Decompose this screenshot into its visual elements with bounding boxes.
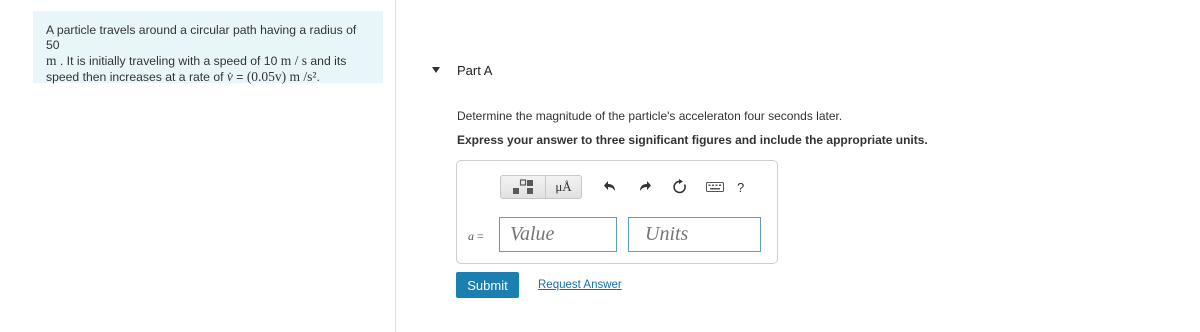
templates-icon [512, 179, 534, 195]
submit-button[interactable]: Submit [456, 272, 519, 298]
question-text: Determine the magnitude of the particle's acceleraton four seconds later. [457, 109, 843, 123]
undo-icon[interactable] [600, 177, 620, 197]
problem-text-1: A particle travels around a circular path having a radius of 50 [46, 23, 357, 52]
problem-text-4: speed then increases at a rate of [46, 70, 224, 84]
part-a-header[interactable] [432, 62, 492, 78]
unit-speed: m / s [280, 53, 308, 68]
help-button[interactable]: ? [737, 179, 745, 195]
problem-text-3: and its [310, 54, 347, 68]
unit-meter: m [46, 53, 57, 68]
units-input[interactable]: Units [628, 217, 761, 252]
rate-expression: (0.05v) m /s² [246, 69, 317, 84]
units-button[interactable]: μÅ [546, 175, 582, 199]
instruction-text: Express your answer to three significant figures and include the appropriate units. [457, 133, 928, 147]
collapse-caret-icon[interactable] [432, 67, 440, 73]
value-input[interactable]: Value [499, 217, 617, 252]
answer-panel [456, 160, 778, 264]
redo-icon[interactable] [635, 177, 655, 197]
math-toolbar [500, 174, 744, 200]
request-answer-link[interactable]: Request Answer [538, 279, 622, 291]
vdot-symbol: v̇ [226, 69, 233, 84]
keyboard-icon[interactable] [705, 177, 725, 197]
panel-divider [395, 0, 396, 332]
equals-sign: = [236, 70, 244, 84]
problem-statement [33, 11, 383, 83]
problem-text-2: . It is initially traveling with a speed of 10 [59, 54, 278, 68]
problem-end: . [316, 70, 320, 84]
reset-icon[interactable] [670, 177, 690, 197]
variable-label: a = [468, 229, 484, 243]
part-title: Part A [457, 62, 493, 78]
templates-button[interactable] [500, 175, 546, 199]
